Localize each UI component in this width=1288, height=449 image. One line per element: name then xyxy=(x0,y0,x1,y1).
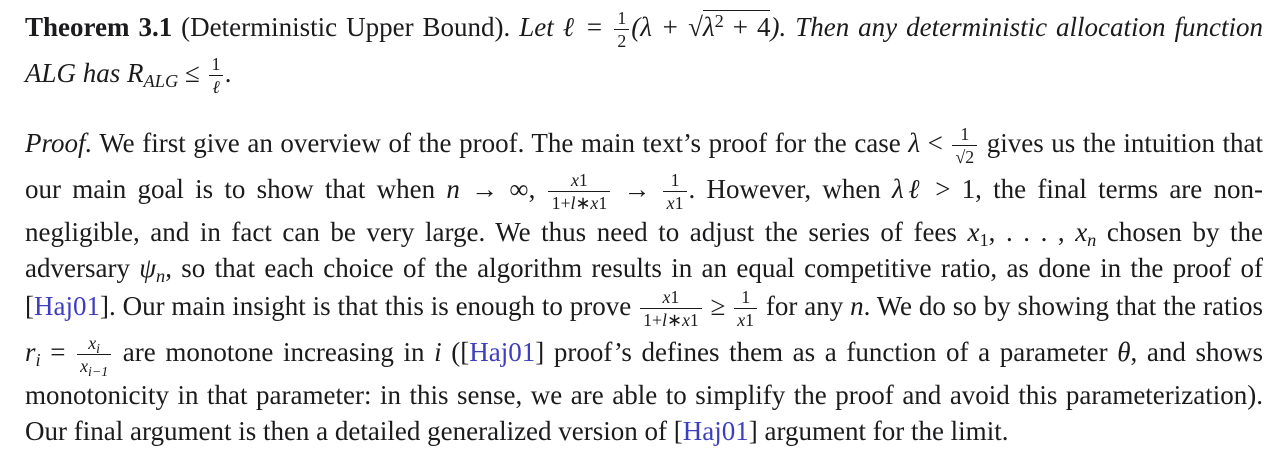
fraction-x1-over-1-plus-lx1 xyxy=(548,169,610,215)
superscript-two: 2 xyxy=(714,10,724,31)
x-symbol: x xyxy=(80,355,88,376)
fraction-one-over-x1 xyxy=(734,286,757,332)
text-run: are monotone increasing in xyxy=(113,336,435,367)
numerator: 1 xyxy=(960,124,970,145)
theorem-period: . xyxy=(225,57,233,88)
citation-link[interactable]: Haj01 xyxy=(682,416,749,447)
numerator: 1 xyxy=(741,287,751,308)
theta-symbol: θ xyxy=(1117,336,1131,367)
digit-one: 1 xyxy=(598,192,608,213)
text-run: > 1, the final terms are non-negligible, and in fact can be very large. We thus need to adjust the series of fees xyxy=(25,173,1264,248)
text-run: , so that each choice of the algorithm results in an equal competitive ratio, as done in the proof of [ xyxy=(25,253,1263,322)
text-run: ]. Our main insight is that this is enough to prove xyxy=(99,291,639,322)
x-symbol: x xyxy=(737,310,746,331)
subscript-n: n xyxy=(156,266,166,287)
one-plus: 1+ xyxy=(643,310,663,331)
x-symbol: x xyxy=(88,332,97,353)
lambda-symbol: λ xyxy=(908,128,921,159)
theorem-label: Theorem 3.1 xyxy=(25,11,173,42)
fraction-one-over-ell xyxy=(208,53,223,99)
x-symbol: x xyxy=(967,217,980,248)
text-run: ] proof’s defines them as a function of a parameter xyxy=(535,336,1118,367)
ellipsis-dots: , . . . , xyxy=(988,217,1076,248)
numerator xyxy=(568,169,591,191)
text-run: chosen by the adversary xyxy=(25,217,1263,284)
arrow: → xyxy=(612,173,662,204)
n-symbol: n xyxy=(850,291,864,322)
arrow-infinity: → ∞, xyxy=(459,173,547,204)
fraction-x1-over-1-plus-lx1 xyxy=(640,286,702,332)
proof-block xyxy=(25,123,1263,449)
citation-link[interactable]: Haj01 xyxy=(469,336,536,367)
text-run: gives us the intuition that our main goal is to show that when xyxy=(25,128,1264,204)
digit-one: 1 xyxy=(689,310,699,331)
text-run: . However, when xyxy=(688,173,893,204)
radicand-rest: + 4 xyxy=(723,11,771,42)
theorem-note: (Deterministic Upper Bound). xyxy=(172,11,520,42)
subscript-i-minus-1: i−1 xyxy=(88,364,109,380)
digit-one: 1 xyxy=(674,192,684,213)
x-symbol: x xyxy=(570,169,579,190)
x-symbol: x xyxy=(662,287,671,308)
x-symbol: x xyxy=(681,310,690,331)
lambda-ell: λℓ xyxy=(892,173,924,204)
i-symbol: i xyxy=(434,336,442,367)
fraction-one-over-sqrt2 xyxy=(952,123,977,169)
text-run: , and shows monotonicity in that parameter: in this sense, we are able to simplify the proof and avoid this parameterization). Our final argument is then a detailed generalized version of [ xyxy=(25,336,1264,447)
radical-sign: √ xyxy=(688,11,703,42)
subscript-n: n xyxy=(1087,230,1097,251)
psi-symbol: ψ xyxy=(139,253,157,284)
radicand xyxy=(703,10,771,42)
theorem-block xyxy=(25,7,1263,98)
citation-link[interactable]: Haj01 xyxy=(34,291,100,322)
theorem-open-paren: (λ + xyxy=(631,11,689,42)
denominator xyxy=(640,308,702,331)
square-root xyxy=(688,10,770,42)
r-symbol: r xyxy=(25,336,36,367)
subscript-alg: ALG xyxy=(143,70,179,91)
denominator xyxy=(734,308,757,331)
denominator xyxy=(548,191,610,214)
radicand: 2 xyxy=(965,147,975,168)
denominator xyxy=(952,145,977,168)
denominator xyxy=(77,354,111,380)
n-symbol: n xyxy=(446,173,460,204)
less-than: < xyxy=(920,128,951,159)
equals-sign: = xyxy=(40,336,76,367)
text-run: We first give an overview of the proof. The main text’s proof for the case xyxy=(92,128,909,159)
subscript-one: 1 xyxy=(979,230,989,251)
denominator xyxy=(663,191,686,214)
x-symbol: x xyxy=(666,192,675,213)
one-plus: 1+ xyxy=(551,192,571,213)
fraction-xi-over-xi-minus-1 xyxy=(77,332,111,378)
theorem-let: Let ℓ = xyxy=(519,11,613,42)
leq-symbol: ≤ xyxy=(178,57,207,88)
denominator: 2 xyxy=(614,29,629,52)
digit-one: 1 xyxy=(578,169,588,190)
text-run: ] argument for the limit. xyxy=(748,416,1009,447)
subscript-i: i xyxy=(96,341,100,357)
text-run: ([ xyxy=(441,336,470,367)
text-run: . We do so by showing that the ratios xyxy=(863,291,1263,322)
l-symbol: l xyxy=(662,310,667,331)
lambda-symbol: λ xyxy=(702,11,715,42)
x-symbol: x xyxy=(1075,217,1088,248)
numerator xyxy=(659,286,682,308)
text-run: for any xyxy=(759,291,851,322)
denominator: ℓ xyxy=(209,75,223,98)
fraction-one-over-x1 xyxy=(663,169,686,215)
l-symbol: l xyxy=(570,192,576,213)
numerator: 1 xyxy=(670,169,680,190)
digit-one: 1 xyxy=(670,287,680,308)
proof-label: Proof. xyxy=(25,128,93,159)
x-symbol: x xyxy=(590,192,599,213)
radical-sign: √ xyxy=(955,147,966,168)
numerator: 1 xyxy=(211,53,221,74)
fraction-one-half xyxy=(614,7,629,53)
geq-symbol: ≥ xyxy=(703,291,733,322)
numerator xyxy=(85,332,103,357)
numerator: 1 xyxy=(617,8,627,28)
asterisk-operator: ∗ xyxy=(667,310,682,331)
asterisk-operator: ∗ xyxy=(575,192,591,213)
theorem-close-paren: ). xyxy=(770,11,787,42)
digit-one: 1 xyxy=(745,310,755,331)
subscript-i: i xyxy=(35,349,41,370)
theorem-then: Then any deterministic allocation function ALG has R xyxy=(25,11,1263,88)
